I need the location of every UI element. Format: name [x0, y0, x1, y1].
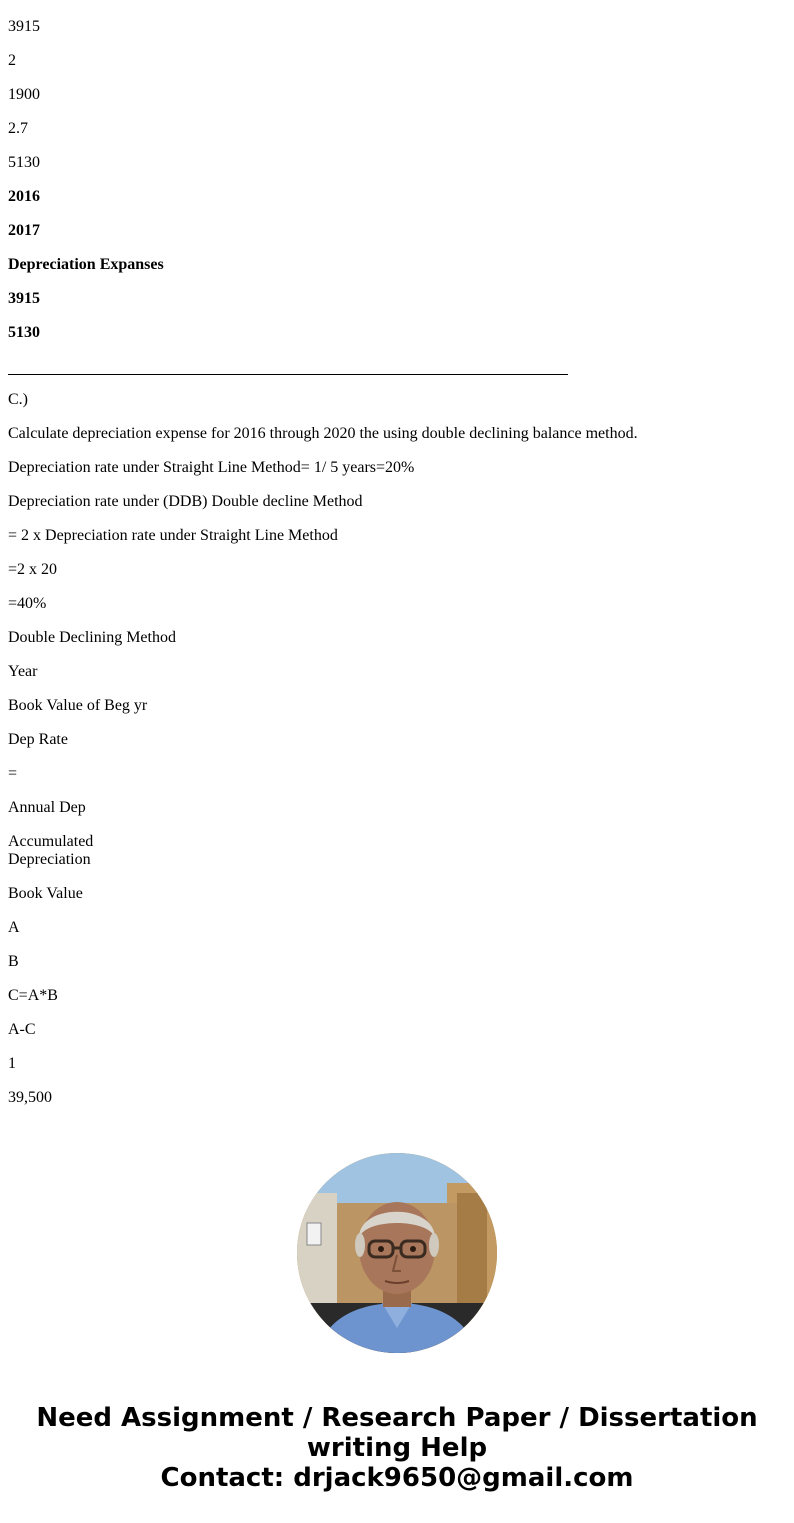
text-line: 1900 — [8, 86, 40, 103]
header-accumulated-line2: Depreciation — [8, 851, 91, 868]
ddb-calc: =2 x 20 — [8, 561, 58, 578]
section-label: C.) — [8, 391, 28, 408]
text-line: 5130 — [8, 154, 40, 171]
depreciation-value-2016: 3915 — [8, 290, 40, 307]
header-dep-rate: Dep Rate — [8, 731, 68, 748]
straight-line-rate: Depreciation rate under Straight Line Method= 1/ 5 years=20% — [8, 459, 415, 476]
year-heading-2017: 2017 — [8, 222, 40, 239]
document-body — [8, 0, 778, 1123]
depreciation-heading: Depreciation Expanses — [8, 256, 164, 273]
text-line: 2 — [8, 52, 16, 69]
code-b: B — [8, 953, 19, 970]
ddb-rate-heading: Depreciation rate under (DDB) Double decline Method — [8, 493, 363, 510]
question-text: Calculate depreciation expense for 2016 through 2020 the using double declining balance method. — [8, 425, 638, 442]
code-c: C=A*B — [8, 987, 58, 1004]
horizontal-rule — [8, 358, 568, 375]
row1-book-value-beg: 39,500 — [8, 1089, 52, 1106]
text-line: 3915 — [8, 18, 40, 35]
ddb-result: =40% — [8, 595, 47, 612]
code-a: A — [8, 919, 20, 936]
code-d: A-C — [8, 1021, 36, 1038]
header-accumulated-line1: Accumulated — [8, 833, 94, 850]
row1-year: 1 — [8, 1055, 16, 1072]
method-title: Double Declining Method — [8, 629, 176, 646]
banner-line-2: writing Help — [306, 1433, 488, 1463]
banner-contact-line: Contact: drjack9650@gmail.com — [160, 1463, 634, 1493]
banner-line-1: Need Assignment / Research Paper / Dissertation — [36, 1403, 758, 1433]
text-line — [8, 0, 778, 2]
header-year: Year — [8, 663, 38, 680]
header-book-value: Book Value — [8, 885, 83, 902]
ddb-formula: = 2 x Depreciation rate under Straight Line Method — [8, 527, 338, 544]
header-equals: = — [8, 765, 18, 782]
author-avatar — [297, 1153, 497, 1353]
depreciation-value-2017: 5130 — [8, 324, 40, 341]
contact-banner — [0, 1403, 794, 1493]
header-annual-dep: Annual Dep — [8, 799, 86, 816]
year-heading-2016: 2016 — [8, 188, 40, 205]
header-accumulated — [8, 833, 778, 869]
header-book-value-beg: Book Value of Beg yr — [8, 697, 148, 714]
text-line: 2.7 — [8, 120, 28, 137]
